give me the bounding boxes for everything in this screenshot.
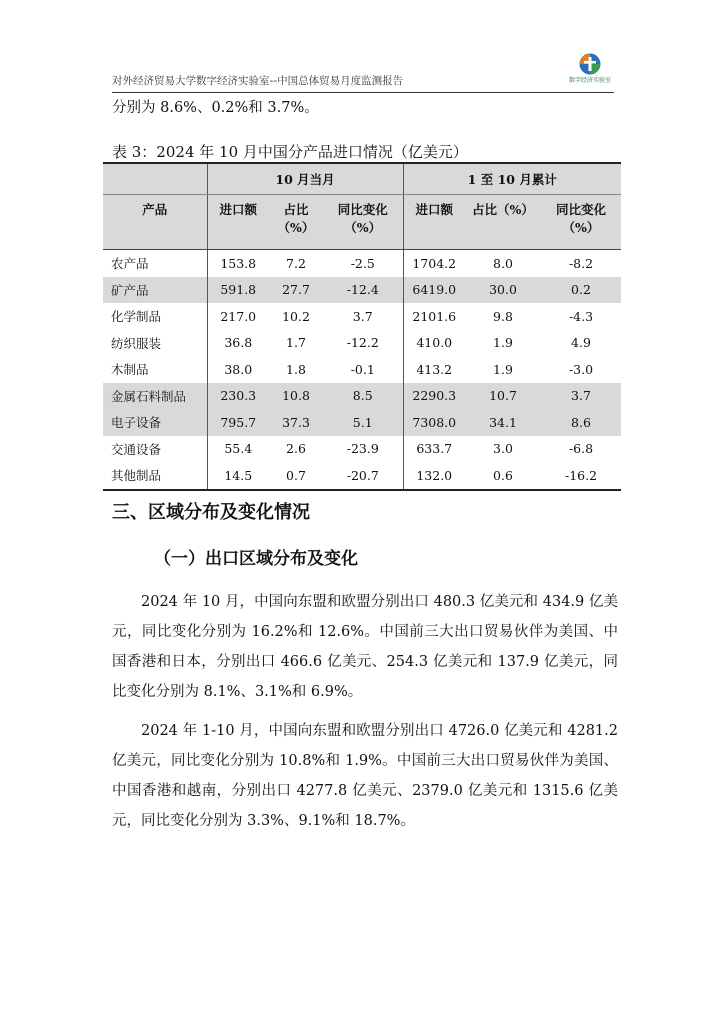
value-cell: -12.4 — [323, 277, 403, 304]
product-name-cell: 木制品 — [111, 362, 149, 378]
value-cell: 7.2 — [286, 255, 306, 271]
table-row — [103, 250, 621, 277]
product-name-cell: 金属石料制品 — [103, 383, 207, 410]
paragraph: 2024 年 1-10 月，中国向东盟和欧盟分别出口 4726.0 亿美元和 4281.2 亿美元，同比变化分别为 10.8%和 1.9%。中国前三大出口贸易伙伴为美国、中国香港和越南，分别出口 4277.8 亿美元、2379.0 亿美元和 1315.6 亿美元，同比变化分别为 3.3%、9.1%和 18.7%。 — [112, 723, 618, 829]
table-row — [103, 303, 621, 330]
table-row — [103, 330, 621, 357]
table-title: 表 3：2024 年 10 月中国分产品进口情况（亿美元） — [112, 143, 468, 161]
table-row — [103, 383, 621, 410]
product-name-cell: 其他制品 — [103, 462, 207, 490]
value-cell: -6.8 — [568, 441, 594, 457]
value-cell: -4.3 — [568, 308, 594, 324]
value-cell: 1704.2 — [403, 250, 465, 277]
value-cell: 8.0 — [493, 255, 513, 271]
value-cell: -12.2 — [346, 335, 379, 351]
continuation-text: 分别为 8.6%、0.2%和 3.7%。 — [112, 100, 319, 116]
table-corner — [103, 163, 207, 195]
table-row — [103, 356, 621, 383]
value-cell: 2101.6 — [403, 303, 465, 330]
page-header — [112, 54, 614, 93]
value-cell: 10.7 — [465, 383, 541, 410]
value-cell: 591.8 — [207, 277, 269, 304]
value-cell: -3.0 — [568, 361, 594, 377]
product-name-cell: 交通设备 — [111, 441, 162, 457]
table-body — [103, 250, 621, 490]
value-cell: 3.0 — [493, 441, 513, 457]
value-cell: 0.7 — [269, 462, 323, 490]
paragraph: 2024 年 10 月，中国向东盟和欧盟分别出口 480.3 亿美元和 434.9 亿美元，同比变化分别为 16.2%和 12.6%。中国前三大出口贸易伙伴为美国、中国香港和日本，分别出口 466.6 亿美元、254.3 亿美元和 137.9 亿美元，同比变化分别为 8.1%、3.1%和 6.9%。 — [112, 594, 618, 700]
product-name-cell: 纺织服装 — [111, 335, 162, 351]
value-cell: 217.0 — [207, 303, 269, 330]
column-header-cum-import: 进口额 — [403, 195, 465, 250]
value-cell: -20.7 — [323, 462, 403, 490]
value-cell: 3.7 — [352, 308, 373, 324]
globe-icon — [577, 52, 603, 76]
subsection-heading: （一）出口区域分布及变化 — [154, 549, 358, 569]
value-cell: 10.2 — [282, 308, 310, 324]
value-cell: 27.7 — [269, 277, 323, 304]
value-cell: 1.8 — [286, 361, 306, 377]
value-cell: 633.7 — [403, 436, 465, 463]
group-header-cumulative: 1 至 10 月累计 — [403, 163, 621, 195]
value-cell: -2.5 — [350, 255, 375, 271]
column-header-cum-yoy: 同比变化（%） — [541, 195, 621, 250]
value-cell: 8.6 — [541, 409, 621, 436]
value-cell: 3.7 — [541, 383, 621, 410]
value-cell: 5.1 — [323, 409, 403, 436]
value-cell: 132.0 — [403, 462, 465, 490]
section-heading: 三、区域分布及变化情况 — [112, 502, 310, 523]
lab-logo — [568, 52, 612, 90]
column-header-share: 占比（%） — [269, 195, 323, 250]
value-cell: 6419.0 — [403, 277, 465, 304]
value-cell: 7308.0 — [403, 409, 465, 436]
value-cell: 8.5 — [323, 383, 403, 410]
value-cell: 1.7 — [286, 335, 306, 351]
value-cell: 153.8 — [207, 250, 269, 277]
logo-text: 数字经济实验室 — [568, 77, 611, 84]
table-row — [103, 277, 621, 304]
value-cell: 34.1 — [465, 409, 541, 436]
value-cell: -16.2 — [541, 462, 621, 490]
value-cell: 1.9 — [493, 335, 513, 351]
value-cell: 55.4 — [207, 436, 269, 463]
value-cell: 14.5 — [207, 462, 269, 490]
value-cell: -23.9 — [346, 441, 379, 457]
value-cell: 413.2 — [403, 356, 465, 383]
column-header-yoy: 同比变化（%） — [323, 195, 403, 250]
product-name-cell: 农产品 — [111, 256, 149, 272]
value-cell: 9.8 — [493, 308, 513, 324]
value-cell: -8.2 — [568, 255, 594, 271]
value-cell: 37.3 — [269, 409, 323, 436]
column-header-import: 进口额 — [207, 195, 269, 250]
value-cell: 0.2 — [541, 277, 621, 304]
product-name-cell: 矿产品 — [103, 277, 207, 304]
value-cell: 36.8 — [207, 330, 269, 357]
value-cell: 795.7 — [207, 409, 269, 436]
value-cell: 4.9 — [571, 335, 591, 351]
value-cell: 10.8 — [269, 383, 323, 410]
table-row — [103, 462, 621, 490]
value-cell: 30.0 — [465, 277, 541, 304]
header-title: 对外经济贸易大学数字经济实验室--中国总体贸易月度监测报告 — [112, 75, 404, 87]
value-cell: 410.0 — [403, 330, 465, 357]
value-cell: 2290.3 — [403, 383, 465, 410]
column-header-product: 产品 — [103, 195, 207, 250]
import-table — [103, 162, 621, 491]
value-cell: -0.1 — [350, 361, 375, 377]
table-row — [103, 409, 621, 436]
product-name-cell: 化学制品 — [111, 309, 162, 325]
product-name-cell: 电子设备 — [103, 409, 207, 436]
value-cell: 0.6 — [465, 462, 541, 490]
value-cell: 230.3 — [207, 383, 269, 410]
table-row — [103, 436, 621, 463]
column-header-cum-share: 占比（%） — [465, 195, 541, 250]
value-cell: 2.6 — [286, 441, 306, 457]
value-cell: 38.0 — [207, 356, 269, 383]
group-header-month: 10 月当月 — [207, 163, 403, 195]
value-cell: 1.9 — [493, 361, 513, 377]
